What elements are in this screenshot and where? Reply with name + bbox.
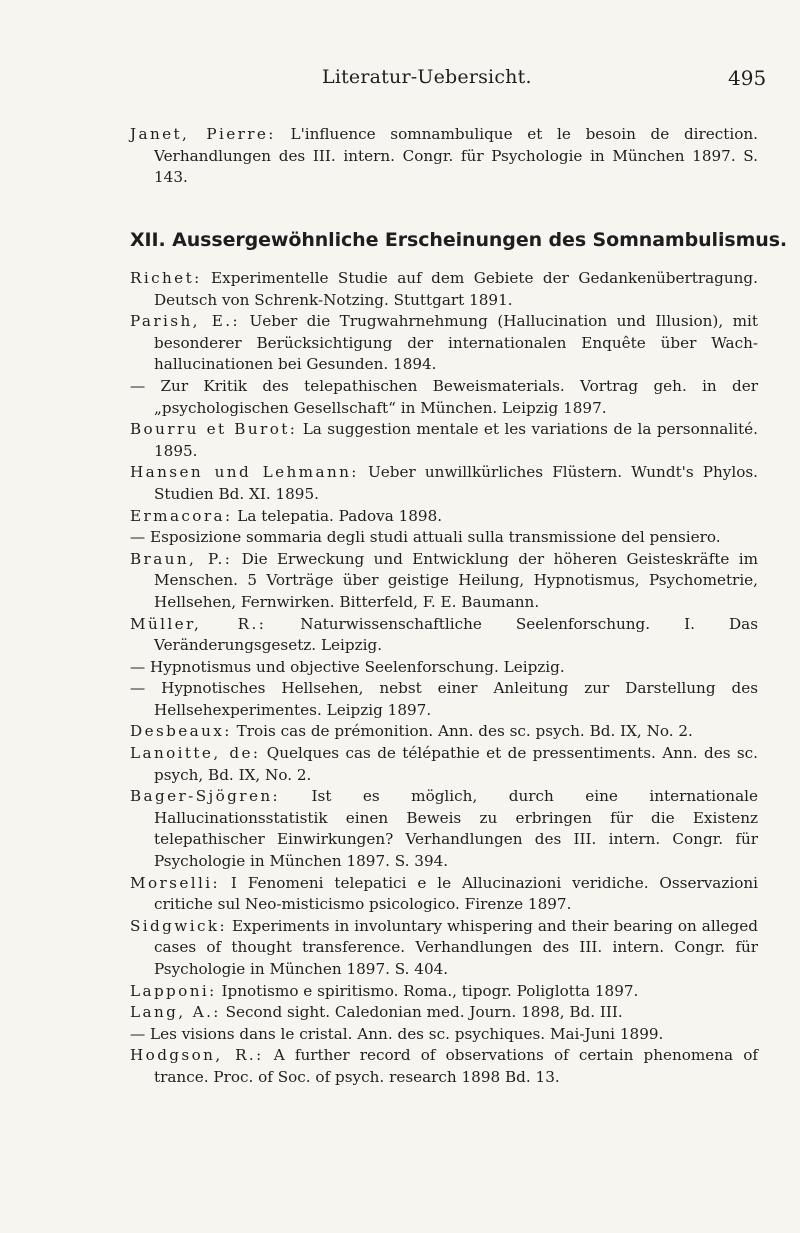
entry-author: Morselli: (130, 873, 221, 892)
running-title: Literatur-Uebersicht. (322, 66, 532, 88)
entry-text: La telepatia. Padova 1898. (232, 506, 443, 525)
entry-text: Experimentelle Studie auf dem Gebiete der Gedankenübertragung. Deutsch von Schrenk-Notzing. Stuttgart 1891. (154, 269, 758, 309)
entry-author: Lapponi: (130, 981, 217, 1000)
entry-author: Sidgwick: (130, 916, 227, 935)
entry-text: — Hypnotisches Hellsehen, nebst einer Anleitung zur Darstellung des Hellsehexperimentes. Leipzig 1897. (130, 679, 758, 719)
bibliography-entry (130, 981, 758, 1003)
intro-entry-list (130, 124, 758, 189)
entry-text: — Esposizione sommaria degli studi attuali sulla transmissione del pensiero. (130, 528, 721, 547)
bibliography-entry (130, 506, 758, 528)
bibliography-entry (130, 873, 758, 916)
entry-author: Richet: (130, 269, 202, 287)
entry-author: Bourru et Burot: (130, 420, 298, 439)
bibliography-entry (130, 527, 758, 549)
entry-author: Hansen und Lehmann: (130, 463, 359, 482)
entry-text: Ueber unwillkürliches Flüstern. Wundt's Phylos. Studien Bd. XI. 1895. (154, 463, 758, 503)
entry-author: Desbeaux: (130, 722, 232, 741)
entry-author: Braun, P.: (130, 549, 233, 568)
entry-author: Ermacora: (130, 506, 233, 525)
bibliography-entry (130, 419, 758, 462)
bibliography-entry (130, 721, 758, 743)
entry-text: A further record of observations of certain phenomena of trance. Proc. of Soc. of psych. research 1898 Bd. 13. (154, 1046, 758, 1086)
bibliography-list (130, 268, 758, 1089)
bibliography-entry (130, 124, 758, 189)
entry-author: Hodgson, R.: (130, 1046, 264, 1065)
entry-text: Experiments in involuntary whispering and their bearing on alleged cases of thought transference. Verhandlungen des III. intern. Congr. für Psychologie in München 1897. S. 404. (154, 916, 758, 978)
page-number: 495 (728, 66, 767, 90)
entry-text: Quelques cas de télépathie et de pressentiments. Ann. des sc. psych, Bd. IX, No. 2. (154, 744, 758, 784)
bibliography-entry (130, 678, 758, 721)
entry-text: — Zur Kritik des telepathischen Beweismaterials. Vortrag geh. in der „psychologischen Gesellschaft“ in München. Leipzig 1897. (130, 376, 758, 417)
entry-text: L'influence somnambulique et le besoin de direction. Verhandlungen des III. intern. Congr. für Psychologie in München 1897. S. 143. (154, 125, 758, 187)
entry-text: I Fenomeni telepatici e le Allucinazioni veridiche. Osservazioni critiche sul Neo-misticismo psicologico. Firenze 1897. (154, 873, 758, 914)
bibliography-entry (130, 1002, 758, 1024)
bibliography-entry (130, 743, 758, 786)
entry-text: Ist es möglich, durch eine internationale Hallucinationsstatistik einen Beweis zu erbringen für die Existenz telepathischer Einwirkungen? Verhandlungen des III. intern. Congr. für Psychologie in München 1897. S. 394. (154, 787, 758, 871)
bibliography-entry (130, 376, 758, 419)
bibliography-entry (130, 916, 758, 981)
bibliography-entry (130, 1045, 758, 1088)
entry-author: Lang, A.: (130, 1003, 221, 1022)
entry-text: Naturwissenschaftliche Seelenforschung. I. Das Veränderungsgesetz. Leipzig. (154, 614, 758, 655)
entry-author: Janet, Pierre: (130, 125, 276, 143)
entry-text: Second sight. Caledonian med. Journ. 1898, Bd. III. (220, 1003, 623, 1022)
entry-author: Parish, E.: (130, 312, 240, 331)
bibliography-entry (130, 614, 758, 657)
entry-author: Lanoitte, de: (130, 744, 261, 763)
bibliography-entry (130, 462, 758, 505)
entry-text: — Hypnotismus und objective Seelenforschung. Leipzig. (130, 657, 565, 676)
entry-text: Ueber die Trugwahrnehmung (Hallucination und Illusion), mit besonderer Berücksichtigung der internationalen Enquête über Wach-hallucinationen bei Gesunden. 1894. (154, 312, 758, 374)
bibliography-entry (130, 268, 758, 311)
entry-text: — Les visions dans le cristal. Ann. des sc. psychiques. Mai-Juni 1899. (130, 1024, 664, 1043)
bibliography-entry (130, 657, 758, 679)
entry-text: Trois cas de prémonition. Ann. des sc. psych. Bd. IX, No. 2. (231, 722, 693, 741)
entry-text: Die Erweckung und Entwicklung der höheren Geisteskräfte im Menschen. 5 Vorträge über geistige Heilung, Hypnotismus, Psychometrie, Hellsehen, Fernwirken. Bitterfeld, F. E. Baumann. (154, 549, 759, 611)
entry-author: Bager-Sjögren: (130, 787, 281, 806)
bibliography-entry (130, 549, 758, 614)
running-header (0, 66, 800, 96)
bibliography-entry (130, 311, 758, 376)
bibliography-entry (130, 1024, 758, 1046)
entry-text: Ipnotismo e spiritismo. Roma., tipogr. Poliglotta 1897. (216, 981, 639, 1000)
bibliography-entry (130, 786, 758, 872)
entry-text: La suggestion mentale et les variations de la personnalité. 1895. (154, 420, 758, 460)
entry-author: Müller, R.: (130, 614, 267, 633)
section-heading: XII. Aussergewöhnliche Erscheinungen des Somnambulismus. (130, 229, 788, 251)
